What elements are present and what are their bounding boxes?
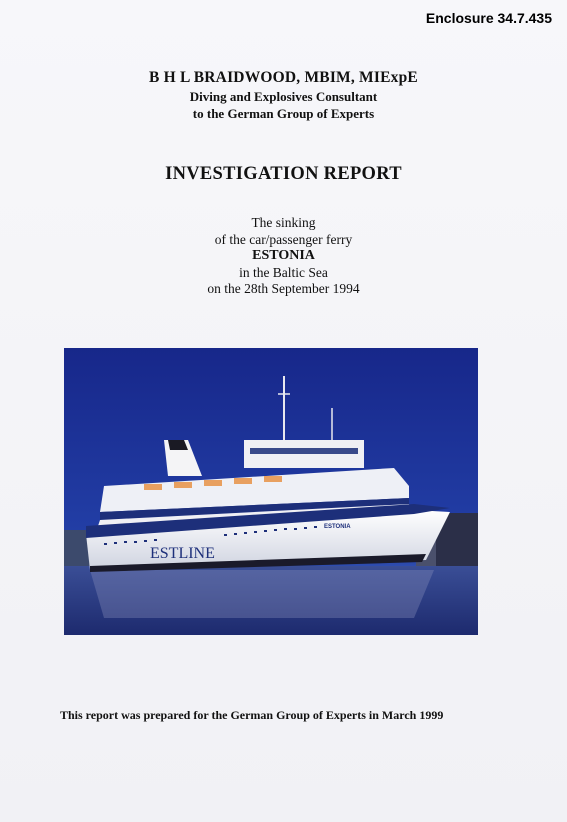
ship-name: ESTONIA — [252, 248, 315, 263]
subject-line-4: on the 28th September 1994 — [207, 281, 360, 296]
subject-line-1: The sinking — [251, 215, 316, 230]
author-block — [0, 68, 567, 122]
ship-reflection — [90, 570, 434, 618]
enclosure-number: Enclosure 34.7.435 — [425, 10, 552, 26]
author-role-line-2: to the German Group of Experts — [192, 106, 375, 121]
report-title: INVESTIGATION REPORT — [165, 164, 402, 184]
report-subject — [0, 215, 567, 298]
ferry-photo — [64, 348, 478, 635]
bow-lettering: ESTONIA — [324, 524, 351, 530]
hull-lettering: ESTLINE — [150, 545, 215, 562]
ferry-photo-illustration — [64, 348, 478, 635]
subject-line-3: in the Baltic Sea — [239, 264, 328, 280]
subject-line-2: of the car/passenger ferry — [214, 231, 353, 247]
footer-note: This report was prepared for the German Group of Experts in March 1999 — [60, 708, 444, 722]
author-name: B H L BRAIDWOOD, MBIM, MIExpE — [149, 69, 418, 86]
author-role-line-1: Diving and Explosives Consultant — [189, 89, 378, 104]
